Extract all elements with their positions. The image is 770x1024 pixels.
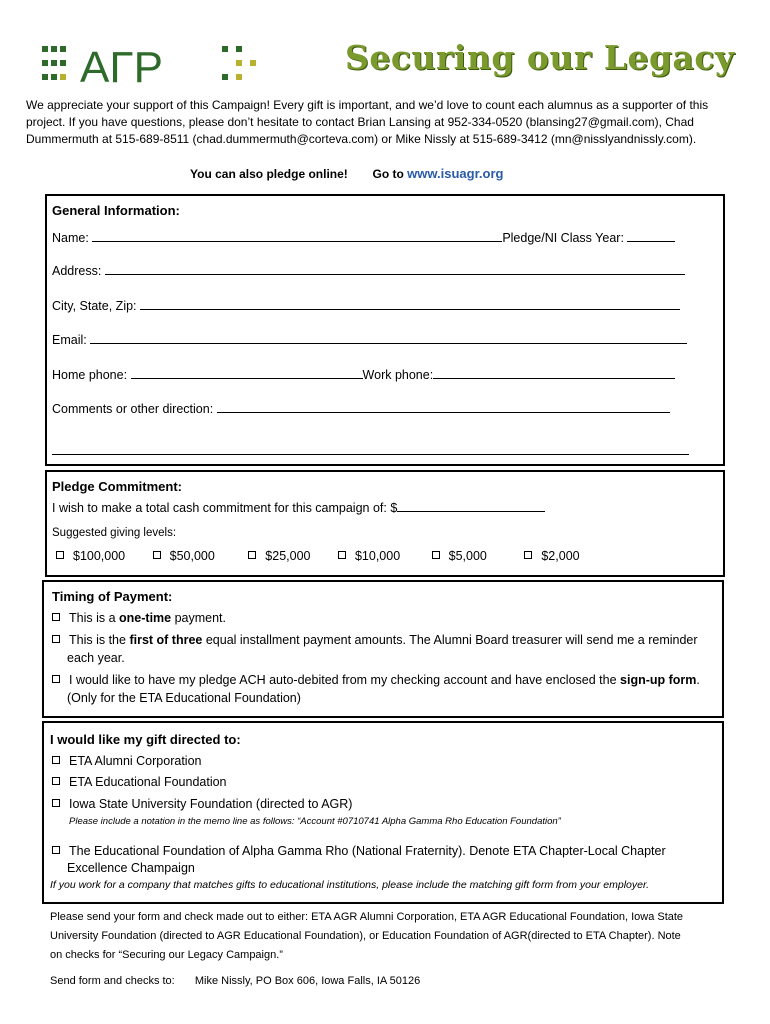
website-link[interactable]: www.isuagr.org xyxy=(407,166,504,181)
checkbox[interactable] xyxy=(52,675,60,683)
level-option[interactable] xyxy=(248,549,310,563)
level-label: $100,000 xyxy=(73,549,126,563)
comments-field[interactable] xyxy=(217,401,670,413)
directed-option-national-foundation[interactable] xyxy=(52,844,666,858)
city-state-zip-field[interactable] xyxy=(140,298,680,310)
phone-row xyxy=(52,367,675,382)
timing-option-one-time[interactable] xyxy=(52,611,226,625)
giving-levels xyxy=(56,549,604,563)
timing-option-ach-line2: (Only for the ETA Educational Foundation) xyxy=(67,691,301,705)
opt-text: I would like to have my pledge ACH auto-debited from my checking account and have enclosed the xyxy=(69,673,621,687)
checkbox[interactable] xyxy=(52,635,60,643)
checkbox[interactable] xyxy=(52,777,60,785)
class-year-label: Pledge/NI Class Year: xyxy=(502,231,624,245)
class-year-field[interactable] xyxy=(627,230,675,242)
directed-section xyxy=(42,721,724,904)
send-instructions-line1: Please send your form and check made out to either: ETA AGR Alumni Corporation, ETA AGR Educational Foundation, Iowa State xyxy=(50,911,684,923)
online-label: You can also pledge online! xyxy=(190,167,348,181)
directed-option-isu-foundation[interactable] xyxy=(52,797,352,811)
level-label: $25,000 xyxy=(265,549,311,563)
memo-note: Please include a notation in the memo line as follows: “Account #0710741 Alpha Gamma Rho Education Foundation” xyxy=(69,816,561,827)
logo-text: AΓP xyxy=(80,43,163,90)
city-label: City, State, Zip: xyxy=(52,299,137,313)
level-option[interactable] xyxy=(338,549,400,563)
opt-text: This is a xyxy=(69,611,120,625)
level-label: $10,000 xyxy=(354,549,401,563)
general-heading: General Information: xyxy=(52,203,180,218)
checkbox[interactable] xyxy=(52,756,60,764)
opt-text: This is the xyxy=(69,633,130,647)
matching-gift-note: If you work for a company that matches gifts to educational institutions, please include the matching gift form from your employer. xyxy=(50,879,649,891)
comments-field-line2[interactable] xyxy=(52,454,689,455)
opt-bold: one-time xyxy=(119,611,172,625)
checkbox[interactable] xyxy=(52,799,60,807)
opt-text: payment. xyxy=(171,611,226,625)
commit-text: I wish to make a total cash commitment for this campaign of: $ xyxy=(52,501,398,515)
timing-heading: Timing of Payment: xyxy=(52,589,173,604)
email-label: Email: xyxy=(52,333,87,347)
level-option[interactable] xyxy=(432,549,487,563)
opt-text: . xyxy=(696,673,700,687)
levels-label: Suggested giving levels: xyxy=(52,527,177,539)
directed-option-alumni-corp[interactable] xyxy=(52,754,201,768)
level-option[interactable] xyxy=(524,549,579,563)
send-instructions-line3: on checks for “Securing our Legacy Campaign.” xyxy=(50,949,283,961)
name-label: Name: xyxy=(52,231,89,245)
goto-label: Go to xyxy=(372,167,404,181)
opt-bold: sign-up form xyxy=(620,673,697,687)
checkbox[interactable] xyxy=(432,551,440,559)
national-foundation-line2: Excellence Champaign xyxy=(67,861,195,875)
checkbox[interactable] xyxy=(338,551,346,559)
comments-row xyxy=(52,401,670,416)
home-phone-label: Home phone: xyxy=(52,368,128,382)
opt-bold: first of three xyxy=(129,633,203,647)
directed-option-edu-foundation[interactable] xyxy=(52,775,227,789)
work-phone-label: Work phone: xyxy=(362,368,434,382)
send-to-label: Send form and checks to: xyxy=(50,975,175,987)
checkbox[interactable] xyxy=(153,551,161,559)
name-row xyxy=(52,230,675,245)
address-row xyxy=(52,263,685,278)
timing-option-ach[interactable] xyxy=(52,673,700,687)
opt-text: ETA Educational Foundation xyxy=(69,775,227,789)
commit-amount-field[interactable] xyxy=(397,500,545,512)
name-field[interactable] xyxy=(92,230,502,242)
opt-text: ETA Alumni Corporation xyxy=(69,754,202,768)
timing-option-installments-line2: each year. xyxy=(67,651,125,665)
opt-text: The Educational Foundation of Alpha Gamma Rho (National Fraternity). Denote ETA Chapter-Local Chapter xyxy=(69,844,666,858)
email-field[interactable] xyxy=(90,332,687,344)
page-title: Securing our Legacy xyxy=(345,38,735,77)
level-option[interactable] xyxy=(153,549,215,563)
level-label: $50,000 xyxy=(169,549,215,563)
home-phone-field[interactable] xyxy=(131,367,363,379)
level-label: $5,000 xyxy=(448,549,487,563)
comments-label: Comments or other direction: xyxy=(52,402,214,416)
timing-option-installments[interactable] xyxy=(52,633,698,647)
checkbox[interactable] xyxy=(524,551,532,559)
level-option[interactable] xyxy=(56,549,125,563)
intro-paragraph: We appreciate your support of this Campaign! Every gift is important, and we’d love to count each alumnus as a supporter of this project. If you have questions, please don’t hesitate to contact Brian Lansing at 952-334-0520 (blansing27@gmail.com), Chad Dummermuth at 515-689-8511 (chad.dummermuth@corteva.com) or Mike Nissly at 515-689-3412 (mn@nisslyandnissly.com). xyxy=(26,98,709,146)
online-pledge-line xyxy=(190,166,504,181)
directed-heading: I would like my gift directed to: xyxy=(50,732,241,747)
pledge-heading: Pledge Commitment: xyxy=(52,479,183,494)
checkbox[interactable] xyxy=(52,846,60,854)
work-phone-field[interactable] xyxy=(433,367,675,379)
address-label: Address: xyxy=(52,264,102,278)
send-to-row xyxy=(50,972,420,991)
checkbox[interactable] xyxy=(52,613,60,621)
checkbox[interactable] xyxy=(56,551,64,559)
checkbox[interactable] xyxy=(248,551,256,559)
level-label: $2,000 xyxy=(541,549,580,563)
send-to-address: Mike Nissly, PO Box 606, Iowa Falls, IA 50126 xyxy=(194,975,421,987)
email-row xyxy=(52,332,687,347)
city-row xyxy=(52,298,680,313)
address-field[interactable] xyxy=(105,263,685,275)
agr-logo xyxy=(40,40,260,90)
opt-text: equal installment payment amounts. The Alumni Board treasurer will send me a reminder xyxy=(202,633,698,647)
opt-text: Iowa State University Foundation (directed to AGR) xyxy=(69,797,353,811)
commit-row xyxy=(52,500,545,515)
send-instructions-line2: University Foundation (directed to AGR Educational Foundation), or Education Foundation of AGR(directed to ETA Chapter). Note xyxy=(50,930,681,942)
